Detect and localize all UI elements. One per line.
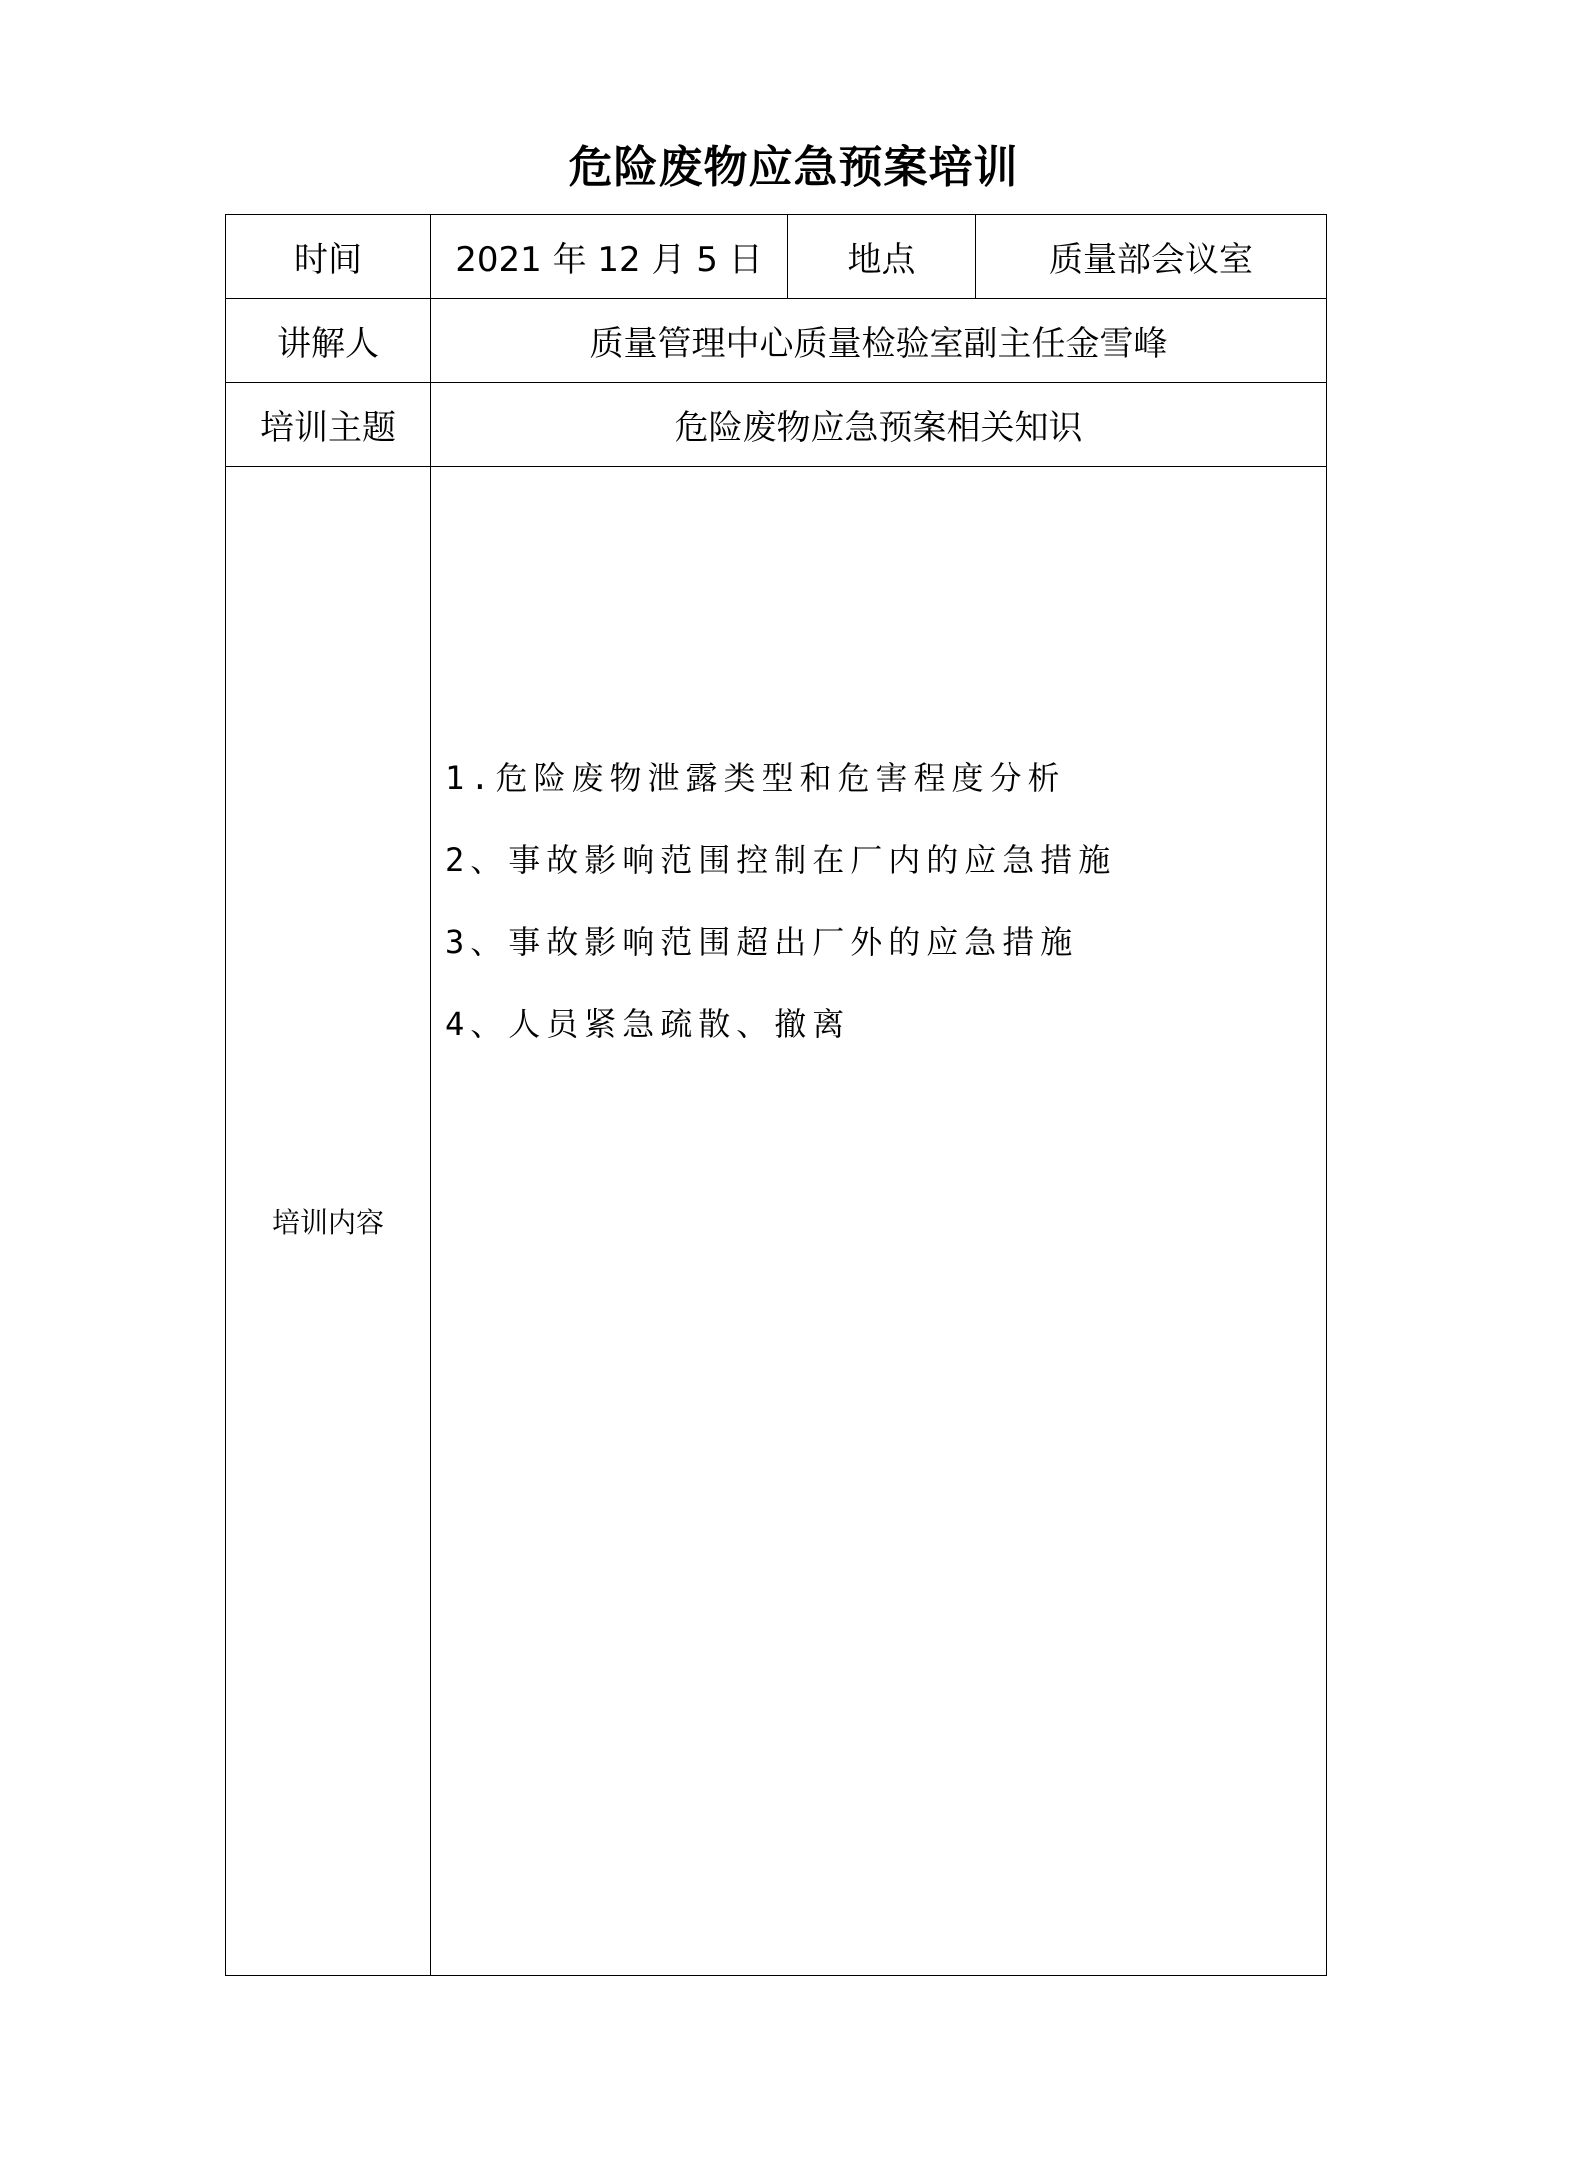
content-item: 4、人员紧急疏散、撤离 [445, 1005, 851, 1043]
content-item: 1.危险废物泄露类型和危害程度分析 [445, 759, 1066, 797]
content-cell [431, 467, 1327, 1976]
document-title: 危险废物应急预案培训 [568, 142, 1019, 193]
time-value: 2021 年 12 月 5 日 [431, 215, 788, 299]
content-item: 2、事故影响范围控制在厂内的应急措施 [445, 841, 1117, 879]
lecturer-label: 讲解人 [226, 299, 431, 383]
time-label: 时间 [226, 215, 431, 299]
lecturer-value: 质量管理中心质量检验室副主任金雪峰 [431, 299, 1327, 383]
place-value: 质量部会议室 [976, 215, 1327, 299]
time-place-row [226, 215, 1327, 299]
content-list [445, 737, 1116, 1065]
place-label: 地点 [788, 215, 976, 299]
content-row [226, 467, 1327, 1976]
topic-label: 培训主题 [226, 383, 431, 467]
content-item: 3、事故影响范围超出厂外的应急措施 [445, 923, 1079, 961]
content-label: 培训内容 [226, 467, 431, 1976]
topic-value: 危险废物应急预案相关知识 [431, 383, 1327, 467]
training-record-table [225, 214, 1327, 1976]
topic-row [226, 383, 1327, 467]
lecturer-row [226, 299, 1327, 383]
